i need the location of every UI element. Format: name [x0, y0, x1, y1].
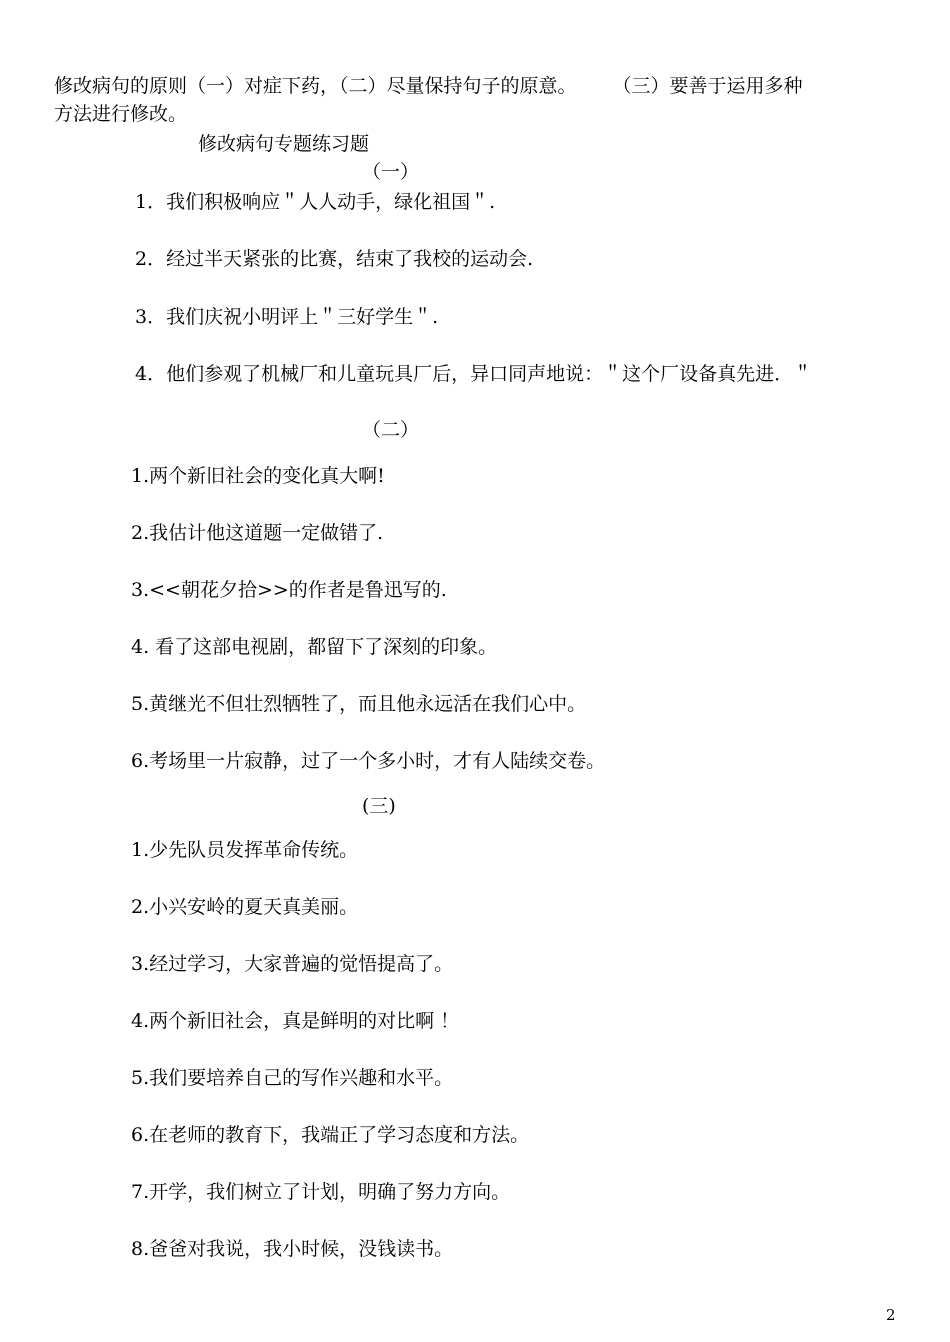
- section-3-item: 5.我们要培养自己的写作兴趣和水平。: [131, 1067, 454, 1089]
- section-3-item: 6.在老师的教育下，我端正了学习态度和方法。: [131, 1124, 530, 1146]
- page-number: 2: [886, 1306, 896, 1324]
- section-1-item: 2．经过半天紧张的比赛，结束了我校的运动会.: [135, 248, 534, 270]
- section-2-item: 2.我估计他这道题一定做错了.: [131, 522, 384, 544]
- intro-line-1: [54, 74, 803, 98]
- intro-principles-1-2: 修改病句的原则（一）对症下药，（二）尽量保持句子的原意。: [54, 75, 577, 97]
- section-1-item: 4．他们参观了机械厂和儿童玩具厂后，异口同声地说：＂这个厂设备真先进．＂: [135, 363, 813, 385]
- section-3-item: 1.少先队员发挥革命传统。: [131, 839, 359, 861]
- section-2-item: 4. 看了这部电视剧，都留下了深刻的印象。: [131, 636, 498, 658]
- section-2-item: 6.考场里一片寂静，过了一个多小时，才有人陆续交卷。: [131, 750, 606, 772]
- section-3-heading: (三): [362, 795, 396, 817]
- section-1-item: 3．我们庆祝小明评上＂三好学生＂.: [135, 306, 439, 328]
- section-2-item: 3.<<朝花夕拾>>的作者是鲁迅写的.: [131, 579, 447, 601]
- section-2-item: 1.两个新旧社会的变化真大啊!: [131, 465, 385, 487]
- section-3-item: 2.小兴安岭的夏天真美丽。: [131, 896, 359, 918]
- section-2-item: 5.黄继光不但壮烈牺牲了，而且他永远活在我们心中。: [131, 693, 587, 715]
- section-3-item: 8.爸爸对我说，我小时候，没钱读书。: [131, 1238, 454, 1260]
- section-3-item: 3.经过学习，大家普遍的觉悟提高了。: [131, 953, 454, 975]
- section-2-heading: （二）: [362, 419, 420, 441]
- section-1-heading: （一）: [362, 161, 420, 183]
- intro-principle-3: （三）要善于运用多种: [612, 75, 803, 97]
- section-1-item: 1．我们积极响应＂人人动手，绿化祖国＂.: [135, 191, 496, 213]
- intro-line-2: 方法进行修改。: [54, 103, 188, 125]
- page-title: 修改病句专题练习题: [198, 133, 370, 155]
- section-3-item: 7.开学，我们树立了计划，明确了努力方向。: [131, 1181, 511, 1203]
- section-3-item: 4.两个新旧社会，真是鲜明的对比啊 ！: [131, 1010, 460, 1032]
